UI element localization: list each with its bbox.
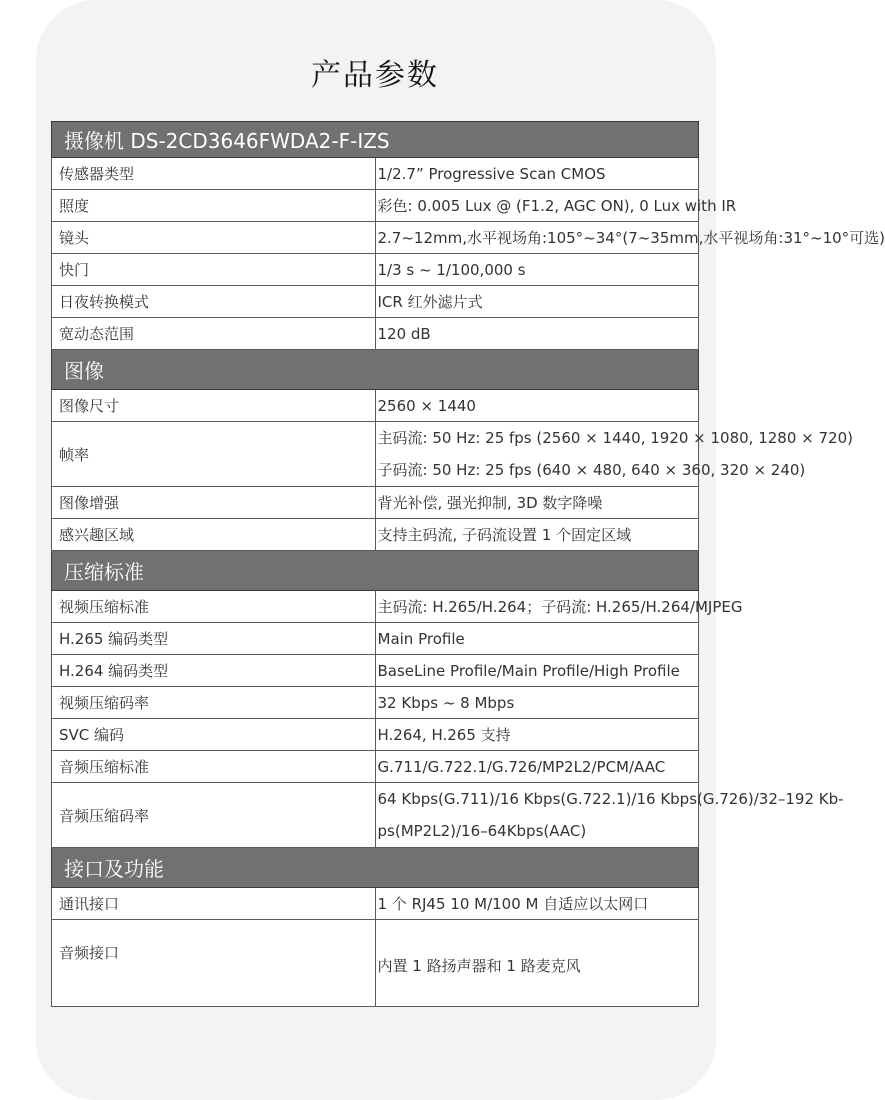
table-row	[52, 519, 699, 551]
section-header	[52, 350, 699, 390]
table-row	[52, 318, 699, 350]
row-label: 帧率	[52, 422, 376, 487]
spec-table	[51, 121, 885, 1007]
row-value: H.264, H.265 支持	[375, 719, 699, 751]
table-row	[52, 920, 699, 1007]
section-title: 接口及功能	[52, 848, 699, 888]
table-row	[52, 286, 699, 318]
table-row	[52, 422, 699, 487]
table-row	[52, 623, 699, 655]
row-label: 感兴趣区域	[52, 519, 376, 551]
row-value: 彩色: 0.005 Lux @ (F1.2, AGC ON), 0 Lux with IR	[375, 190, 699, 222]
row-label: 音频接口	[52, 920, 376, 1007]
row-label: 照度	[52, 190, 376, 222]
row-value: 内置 1 路扬声器和 1 路麦克风	[375, 920, 699, 1007]
row-label: H.264 编码类型	[52, 655, 376, 687]
table-row	[52, 751, 699, 783]
table-row	[52, 783, 699, 848]
row-label: 视频压缩码率	[52, 687, 376, 719]
row-value: 2.7~12mm,水平视场角:105°~34°(7~35mm,水平视场角:31°~10°可选)	[375, 222, 699, 254]
row-label: 日夜转换模式	[52, 286, 376, 318]
row-value: 背光补偿, 强光抑制, 3D 数字降噪	[375, 487, 699, 519]
row-label: 图像尺寸	[52, 390, 376, 422]
section-header	[52, 848, 699, 888]
page-title: 产品参数	[311, 58, 439, 93]
section-title: 摄像机 DS-2CD3646FWDA2-F-IZS	[52, 122, 699, 158]
row-value: 1/3 s ~ 1/100,000 s	[375, 254, 699, 286]
row-label: 镜头	[52, 222, 376, 254]
row-value: 32 Kbps ~ 8 Mbps	[375, 687, 699, 719]
row-label: 音频压缩标准	[52, 751, 376, 783]
row-label: 传感器类型	[52, 158, 376, 190]
table-row	[52, 158, 699, 190]
table-row	[52, 687, 699, 719]
row-value: 1/2.7” Progressive Scan CMOS	[375, 158, 699, 190]
row-value: 主码流: H.265/H.264；子码流: H.265/H.264/MJPEG	[375, 591, 699, 623]
section-header	[52, 551, 699, 591]
row-label: 宽动态范围	[52, 318, 376, 350]
row-value: G.711/G.722.1/G.726/MP2L2/PCM/AAC	[375, 751, 699, 783]
row-value: 120 dB	[375, 318, 699, 350]
row-value: 2560 × 1440	[375, 390, 699, 422]
section-header	[52, 122, 699, 158]
table-row	[52, 222, 699, 254]
table-row	[52, 719, 699, 751]
table-row	[52, 591, 699, 623]
table-row	[52, 390, 699, 422]
row-value: BaseLine Profile/Main Profile/High Profile	[375, 655, 699, 687]
row-label: 通讯接口	[52, 888, 376, 920]
row-value: 64 Kbps(G.711)/16 Kbps(G.722.1)/16 Kbps(G.726)/32–192 Kb- ps(MP2L2)/16–64Kbps(AAC)	[375, 783, 699, 848]
row-label: 音频压缩码率	[52, 783, 376, 848]
row-label: 视频压缩标准	[52, 591, 376, 623]
section-title: 压缩标准	[52, 551, 699, 591]
row-value: 主码流: 50 Hz: 25 fps (2560 × 1440, 1920 × 1080, 1280 × 720) 子码流: 50 Hz: 25 fps (640 × 480, 640 × 360, 320 × 240)	[375, 422, 699, 487]
row-value: Main Profile	[375, 623, 699, 655]
table-row	[52, 254, 699, 286]
table-row	[52, 487, 699, 519]
row-label: SVC 编码	[52, 719, 376, 751]
row-value: ICR 红外滤片式	[375, 286, 699, 318]
row-label: 图像增强	[52, 487, 376, 519]
row-label: H.265 编码类型	[52, 623, 376, 655]
row-label: 快门	[52, 254, 376, 286]
row-value: 1 个 RJ45 10 M/100 M 自适应以太网口	[375, 888, 699, 920]
row-value: 支持主码流, 子码流设置 1 个固定区域	[375, 519, 699, 551]
table-row	[52, 888, 699, 920]
table-row	[52, 190, 699, 222]
table-row	[52, 655, 699, 687]
section-title: 图像	[52, 350, 699, 390]
